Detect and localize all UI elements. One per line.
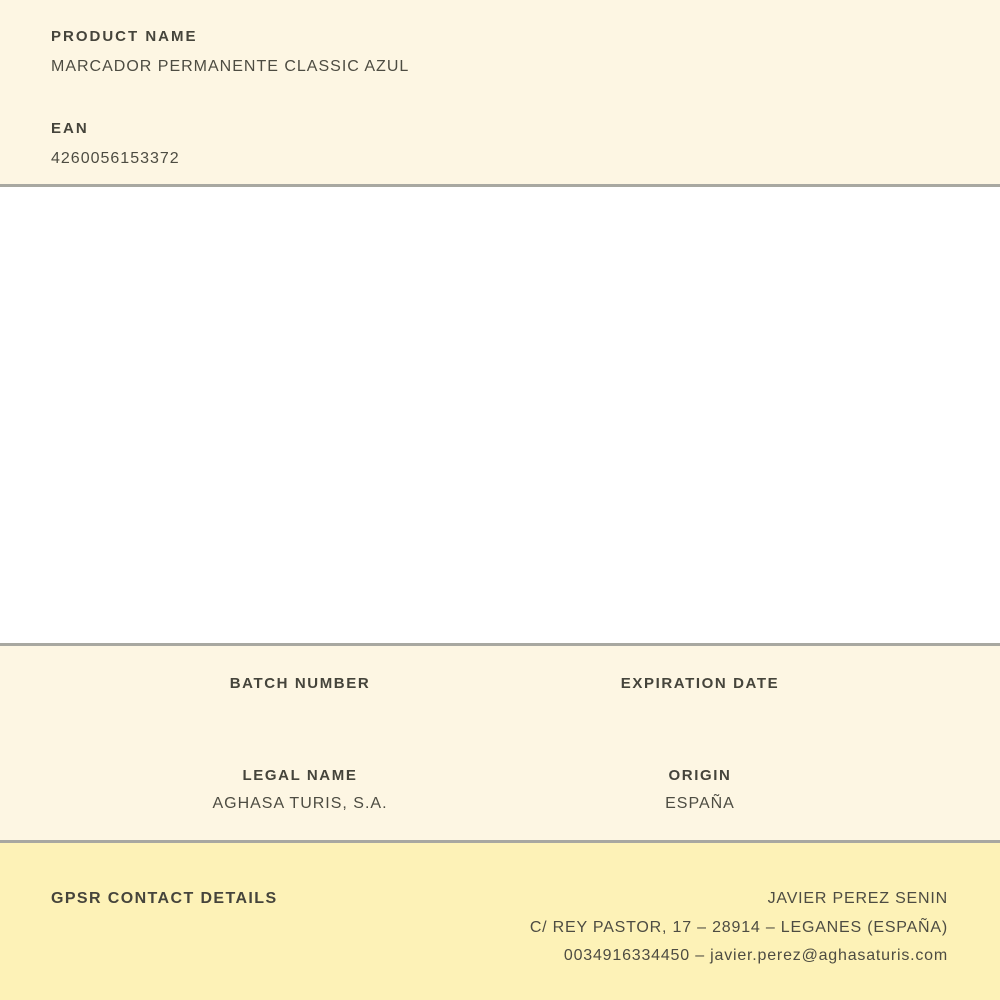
ean-value: 4260056153372 [51,150,180,167]
details-grid [100,675,900,813]
details-row-labels-2 [100,767,900,784]
batch-number-value [100,704,500,722]
product-image-placeholder [0,187,1000,643]
gpsr-contact-heading: GPSR CONTACT DETAILS [51,890,278,907]
details-row-values-2 [100,795,900,813]
origin-value: ESPAÑA [665,795,735,812]
gpsr-contact-phone-email: 0034916334450 – javier.perez@aghasaturis.com [563,947,948,964]
expiration-date-value [500,704,900,722]
product-header-section [0,0,1000,184]
gpsr-contact-section [0,843,1000,1000]
product-details-section [0,646,1000,840]
legal-name-value: AGHASA TURIS, S.A. [212,795,388,812]
gpsr-contact-block [530,885,948,971]
details-row-values-1 [100,704,900,722]
expiration-date-label: EXPIRATION DATE [620,675,780,692]
gpsr-contact-name: JAVIER PEREZ SENIN [767,890,948,907]
details-row-labels-1 [100,675,900,692]
product-name-value: MARCADOR PERMANENTE CLASSIC AZUL [51,58,410,75]
gpsr-contact-address: C/ REY PASTOR, 17 – 28914 – LEGANES (ESPAÑA) [529,918,948,936]
ean-label: EAN [51,120,89,137]
product-name-field [51,28,949,76]
ean-field [51,120,949,168]
legal-name-label: LEGAL NAME [242,767,358,784]
batch-number-label: BATCH NUMBER [229,675,371,692]
product-name-label: PRODUCT NAME [51,28,198,45]
origin-label: ORIGIN [668,767,732,784]
